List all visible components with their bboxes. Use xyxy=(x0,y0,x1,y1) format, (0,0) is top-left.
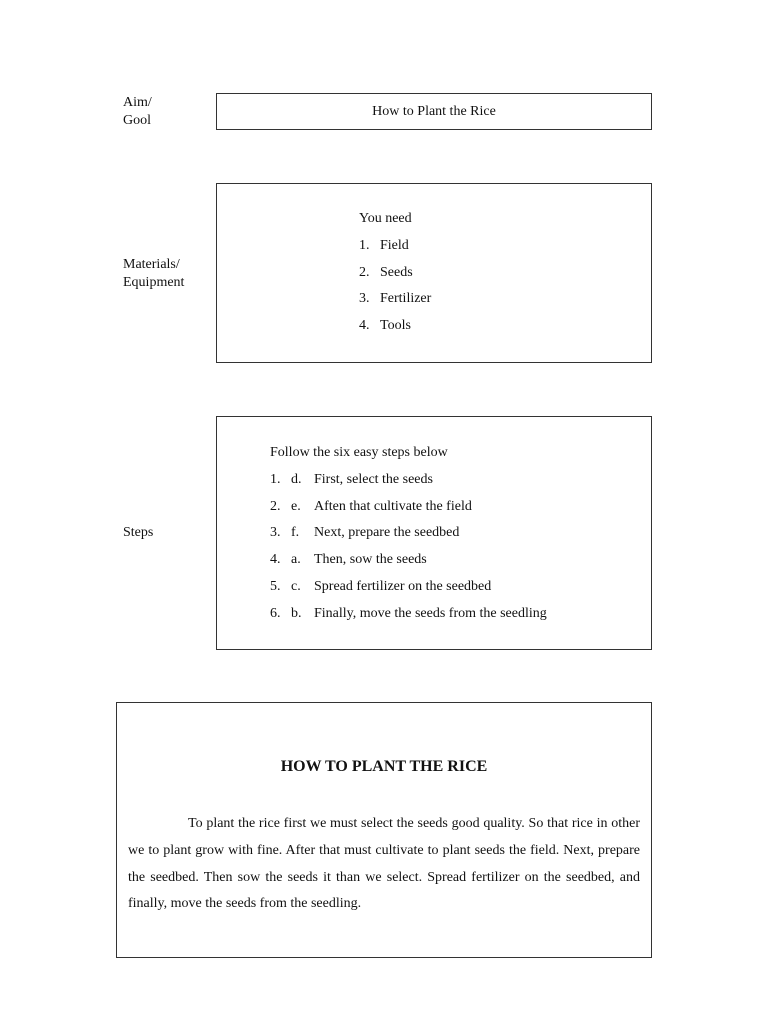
aim-label-line2: Gool xyxy=(123,113,151,128)
step-letter: d. xyxy=(291,471,302,487)
step-text: Then, sow the seeds xyxy=(314,552,427,568)
step-number: 1. xyxy=(270,471,281,487)
item-text: Tools xyxy=(380,318,411,334)
list-item xyxy=(359,286,431,313)
materials-label xyxy=(123,256,184,292)
materials-box xyxy=(216,183,652,363)
step-number: 3. xyxy=(270,525,281,541)
steps-label-text: Steps xyxy=(123,525,154,540)
steps-intro: Follow the six easy steps below xyxy=(270,445,448,460)
steps-label xyxy=(123,524,153,542)
step-letter: c. xyxy=(291,578,301,594)
essay-box xyxy=(116,702,652,958)
step-number: 6. xyxy=(270,605,281,621)
list-item xyxy=(270,467,547,494)
list-item xyxy=(359,233,431,260)
materials-label-line1: Materials/ xyxy=(123,257,180,272)
list-item xyxy=(359,260,431,287)
item-text: Seeds xyxy=(380,264,413,280)
steps-list xyxy=(270,440,547,628)
step-number: 4. xyxy=(270,552,281,568)
aim-value: How to Plant the Rice xyxy=(372,103,496,119)
step-text: Finally, move the seeds from the seedling xyxy=(314,605,547,621)
list-item xyxy=(270,520,547,547)
essay-body: To plant the rice first we must select the seeds good quality. So that rice in other we to plant grow with fine. After that must cultivate to plant seeds the field. Next, prepare the seedbed. Then sow the seeds it than we select. Spread fertilizer on the seedbed, and finally, move the seeds from the seedling. xyxy=(128,816,640,912)
step-text: Next, prepare the seedbed xyxy=(314,525,460,541)
item-number: 3. xyxy=(359,291,370,307)
item-text: Fertilizer xyxy=(380,291,432,307)
list-item xyxy=(270,601,547,628)
step-number: 5. xyxy=(270,578,281,594)
materials-label-line2: Equipment xyxy=(123,275,185,290)
list-item xyxy=(270,574,547,601)
item-number: 2. xyxy=(359,264,370,280)
aim-box xyxy=(216,93,652,130)
step-text: Aften that cultivate the field xyxy=(314,498,472,514)
list-item xyxy=(359,313,431,340)
step-letter: e. xyxy=(291,498,301,514)
aim-label xyxy=(123,94,152,130)
item-text: Field xyxy=(380,237,409,253)
aim-label-line1: Aim/ xyxy=(123,95,152,110)
essay-title: HOW TO PLANT THE RICE xyxy=(280,758,488,775)
item-number: 1. xyxy=(359,237,370,253)
steps-box xyxy=(216,416,652,650)
list-item xyxy=(270,547,547,574)
step-letter: b. xyxy=(291,605,302,621)
item-number: 4. xyxy=(359,318,370,334)
step-text: First, select the seeds xyxy=(314,471,433,487)
step-text: Spread fertilizer on the seedbed xyxy=(314,578,492,594)
step-number: 2. xyxy=(270,498,281,514)
step-letter: a. xyxy=(291,552,301,568)
list-item xyxy=(270,494,547,521)
step-letter: f. xyxy=(291,525,300,541)
materials-list xyxy=(359,206,431,340)
materials-intro: You need xyxy=(359,211,412,226)
